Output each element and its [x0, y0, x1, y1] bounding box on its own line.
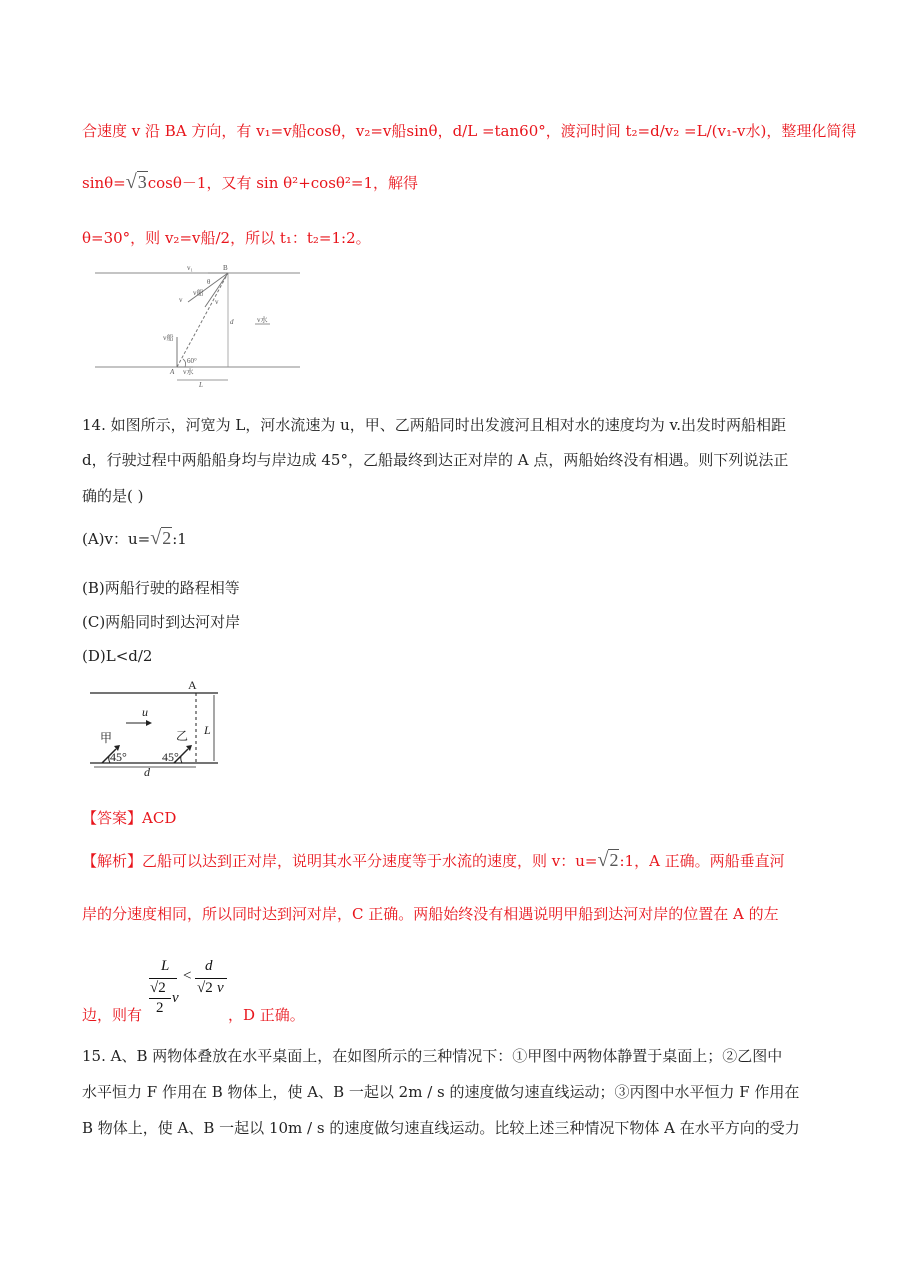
sqrt-3: √3	[125, 171, 147, 193]
answer-14	[82, 808, 176, 828]
fig1-label-v2: v	[215, 298, 219, 306]
fig2-label-L: L	[204, 723, 211, 737]
question-14-stem-line-3: 确的是( )	[82, 487, 144, 505]
frac-v-right: v	[217, 980, 224, 996]
question-15-line-1: 15. A、B 两物体叠放在水平桌面上，在如图所示的三种情况下：①甲图中两物体静置于桌面上；②乙图中	[82, 1047, 783, 1065]
option-a-suffix: :1	[172, 530, 187, 548]
fig1-label-B: B	[223, 264, 228, 272]
fig1-label-vs: v水	[257, 316, 268, 324]
fig1-label-v: v	[179, 296, 183, 304]
analysis-line-1-text-a: 乙船可以达到正对岸，说明其水平分速度等于水流的速度，则 v：u=	[142, 852, 598, 870]
analysis-label: 【解析】	[82, 852, 143, 870]
analysis-line-1	[82, 850, 785, 872]
river-crossing-figure-2	[88, 678, 238, 778]
option-d: (D)L<d/2	[82, 647, 153, 665]
solution-line-1: 合速度 v 沿 BA 方向，有 v₁=v船cosθ，v₂=v船sinθ，d/L =tan60°，渡河时间 t₂=d/v₂ =L/(v₁-v水)，整理化简得	[82, 122, 857, 140]
solution-line-2-text-a: sinθ=	[82, 174, 126, 192]
frac-sqrt2-right: √2	[197, 980, 213, 996]
fig1-label-vc: v船	[193, 289, 204, 297]
solution-line-3: θ=30°，则 v₂=v船/2，所以 t₁：t₂=1:2。	[82, 229, 371, 247]
analysis-line-3-text-b: ，D 正确。	[228, 1006, 305, 1024]
fig2-label-angle1: 45°	[110, 750, 127, 764]
sqrt-2: √2	[150, 527, 172, 549]
frac-d: d	[205, 958, 213, 974]
fig2-label-d: d	[144, 765, 150, 778]
analysis-line-2: 岸的分速度相同，所以同时达到河对岸，C 正确。两船始终没有相遇说明甲船到达河对岸的位置在 A 的左	[82, 905, 779, 923]
fig2-label-jia: 甲	[100, 731, 113, 745]
option-b: (B)两船行驶的路程相等	[82, 579, 240, 597]
question-15-line-3: B 物体上，使 A、B 一起以 10m / s 的速度做匀速直线运动。比较上述三种情况下物体 A 在水平方向的受力	[82, 1119, 800, 1137]
river-crossing-figure-1	[95, 262, 305, 390]
solution-line-2	[82, 172, 418, 194]
question-14-stem-line-2: d，行驶过程中两船船身均与岸边成 45°，乙船最终到达正对岸的 A 点，两船始终没有相遇。则下列说法正	[82, 451, 789, 469]
analysis-line-1-text-b: :1，A 正确。两船垂直河	[619, 852, 785, 870]
question-14-stem-line-1: 14. 如图所示，河宽为 L，河水流速为 u，甲、乙两船同时出发渡河且相对水的速度均为 v.出发时两船相距	[82, 416, 787, 434]
solution-line-2-text-b: cosθ－1，又有 sin θ²+cosθ²=1，解得	[147, 174, 419, 192]
fig2-label-A: A	[188, 678, 197, 692]
fig2-label-angle2: 45°	[162, 750, 179, 764]
question-15-line-2: 水平恒力 F 作用在 B 物体上，使 A、B 一起以 2m / s 的速度做匀速直线运动；③丙图中水平恒力 F 作用在	[82, 1083, 800, 1101]
option-c: (C)两船同时到达河对岸	[82, 613, 241, 631]
fig1-label-L: L	[199, 381, 203, 389]
fig1-label-d: d	[230, 318, 234, 326]
frac-sqrt2-left: √2	[150, 980, 166, 996]
analysis-line-3	[82, 1005, 305, 1025]
option-a-prefix: (A)v：u=	[82, 530, 151, 548]
frac-v-left: v	[172, 990, 179, 1006]
option-a	[82, 528, 187, 550]
fig1-label-A: A	[170, 368, 175, 376]
analysis-line-3-text-a: 边，则有	[82, 1006, 143, 1024]
fig1-label-v1: v₁	[187, 264, 193, 272]
analysis-sqrt-2: √2	[597, 849, 619, 871]
fig1-label-theta: θ	[207, 278, 211, 286]
frac-2: 2	[156, 1000, 164, 1016]
fig2-label-u: u	[142, 705, 148, 719]
fig1-label-angle: 60°	[187, 357, 197, 365]
frac-L: L	[161, 958, 170, 974]
fig1-label-vc2: v船	[163, 334, 174, 342]
fig2-label-yi: 乙	[176, 729, 189, 743]
answer-label: 【答案】	[82, 809, 143, 827]
fig1-label-vs2: v水	[183, 368, 194, 376]
answer-value: ACD	[142, 809, 177, 827]
frac-lt: <	[183, 968, 192, 984]
